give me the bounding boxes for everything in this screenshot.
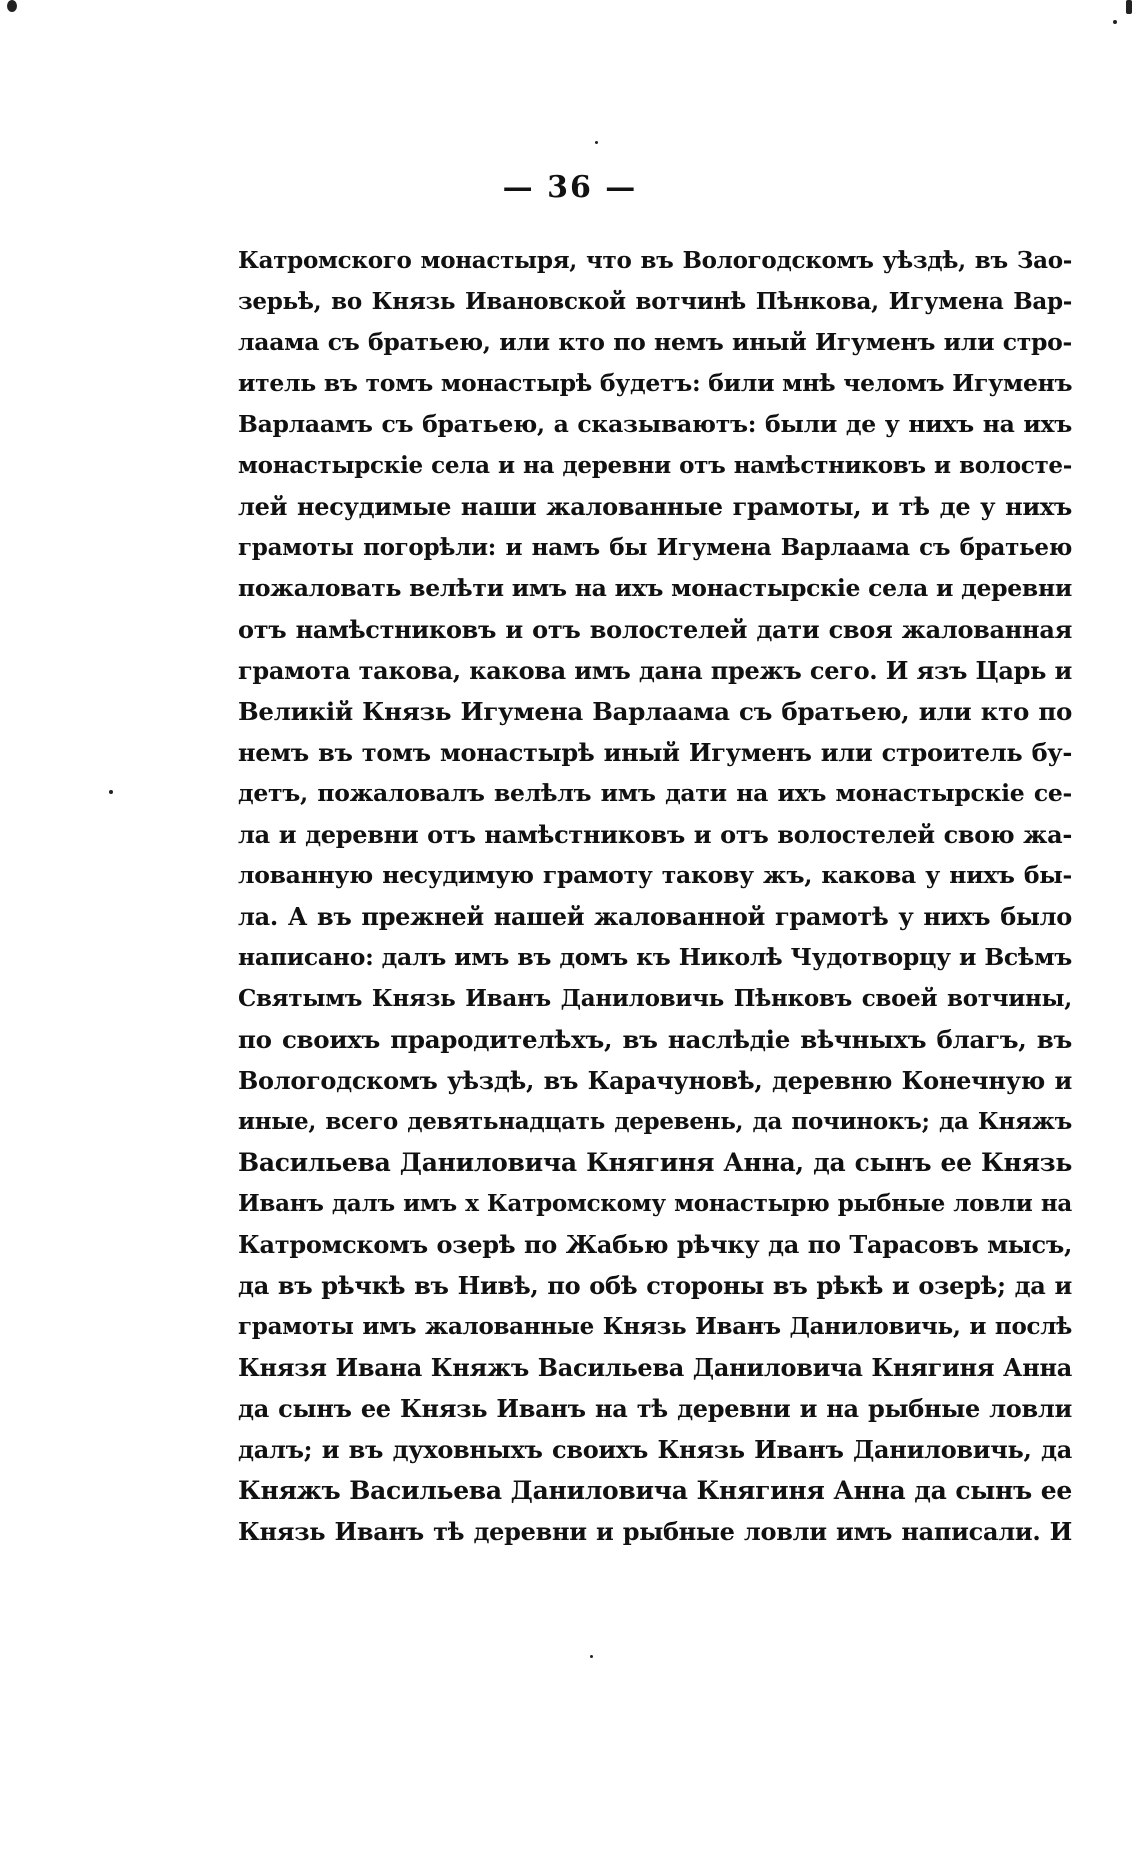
text-line: немъ въ томъ монастырѣ иный Игуменъ или строитель бу- — [238, 738, 1072, 767]
scan-speck — [595, 141, 598, 144]
text-line: далъ; и въ духовныхъ своихъ Князь Иванъ Даниловичь, да — [238, 1435, 1072, 1464]
scan-speck — [7, 0, 17, 12]
text-line: монастырскіе села и на деревни отъ намѣстниковъ и волосте- — [238, 452, 1072, 479]
page-number: — 36 — — [502, 170, 638, 205]
text-line: иные, всего девятьнадцать деревень, да починокъ; да Княжъ — [238, 1108, 1072, 1135]
text-line: Варлаамъ съ братьею, а сказываютъ: были де у нихъ на ихъ — [238, 410, 1072, 438]
scan-speck — [1126, 0, 1132, 14]
body-text — [238, 240, 1072, 1552]
scan-speck — [590, 1655, 593, 1658]
text-line: Святымъ Князь Иванъ Даниловичь Пѣнковъ своей вотчины, — [238, 985, 1072, 1012]
text-line: Васильева Даниловича Княгиня Анна, да сынъ ее Князь — [238, 1148, 1072, 1177]
text-line: да сынъ ее Князь Иванъ на тѣ деревни и на рыбные ловли — [238, 1394, 1072, 1423]
scan-speck — [1113, 20, 1117, 24]
text-line: написано: далъ имъ въ домъ къ Николѣ Чудотворцу и Всѣмъ — [238, 943, 1072, 971]
text-line: Княжъ Васильева Даниловича Княгиня Анна да сынъ ее — [238, 1476, 1072, 1505]
text-line: да въ рѣчкѣ въ Нивѣ, по обѣ стороны въ рѣкѣ и озерѣ; да и — [238, 1271, 1072, 1300]
text-line: грамота такова, какова имъ дана прежъ сего. И язъ Царь и — [238, 656, 1072, 685]
text-line: Великій Князь Игумена Варлаама съ братьею, или кто по — [238, 697, 1072, 726]
text-line: Катромскомъ озерѣ по Жабью рѣчку да по Тарасовъ мысъ, — [238, 1230, 1072, 1259]
text-line: ла. А въ прежней нашей жалованной грамотѣ у нихъ было — [238, 902, 1072, 931]
text-line: отъ намѣстниковъ и отъ волостелей дати своя жалованная — [238, 615, 1072, 644]
text-line: зерьѣ, во Князь Ивановской вотчинѣ Пѣнкова, Игумена Вар- — [238, 288, 1072, 315]
text-line: ла и деревни отъ намѣстниковъ и отъ волостелей свою жа- — [238, 820, 1072, 849]
text-line: лаама съ братьею, или кто по немъ иный Игуменъ или стро- — [238, 328, 1072, 356]
text-line: по своихъ прародителѣхъ, въ наслѣдіе вѣчныхъ благъ, въ — [238, 1025, 1072, 1054]
text-line: Иванъ далъ имъ х Катромскому монастырю рыбные ловли на — [238, 1190, 1072, 1217]
text-line: грамоты имъ жалованные Князь Иванъ Даниловичь, и послѣ — [238, 1313, 1072, 1340]
text-line: детъ, пожаловалъ велѣлъ имъ дати на ихъ монастырскіе се- — [238, 779, 1072, 807]
text-line: Князь Иванъ тѣ деревни и рыбные ловли имъ написали. И — [238, 1517, 1072, 1546]
text-line: пожаловать велѣти имъ на ихъ монастырскіе села и деревни — [238, 574, 1072, 602]
text-line: лованную несудимую грамоту такову жъ, какова у нихъ бы- — [238, 861, 1072, 889]
text-line: Катромского монастыря, что въ Вологодскомъ уѣздѣ, въ Зао- — [238, 247, 1072, 274]
scan-speck — [109, 790, 113, 794]
text-line: лей несудимые наши жалованные грамоты, и тѣ де у нихъ — [238, 492, 1072, 521]
text-line: грамоты погорѣли: и намъ бы Игумена Варлаама съ братьею — [238, 534, 1072, 561]
text-line: итель въ томъ монастырѣ будетъ: били мнѣ челомъ Игуменъ — [238, 369, 1073, 397]
text-line: Князя Ивана Княжъ Васильева Даниловича Княгиня Анна — [238, 1353, 1072, 1382]
text-line: Вологодскомъ уѣздѣ, въ Карачуновѣ, деревню Конечную и — [238, 1066, 1072, 1095]
